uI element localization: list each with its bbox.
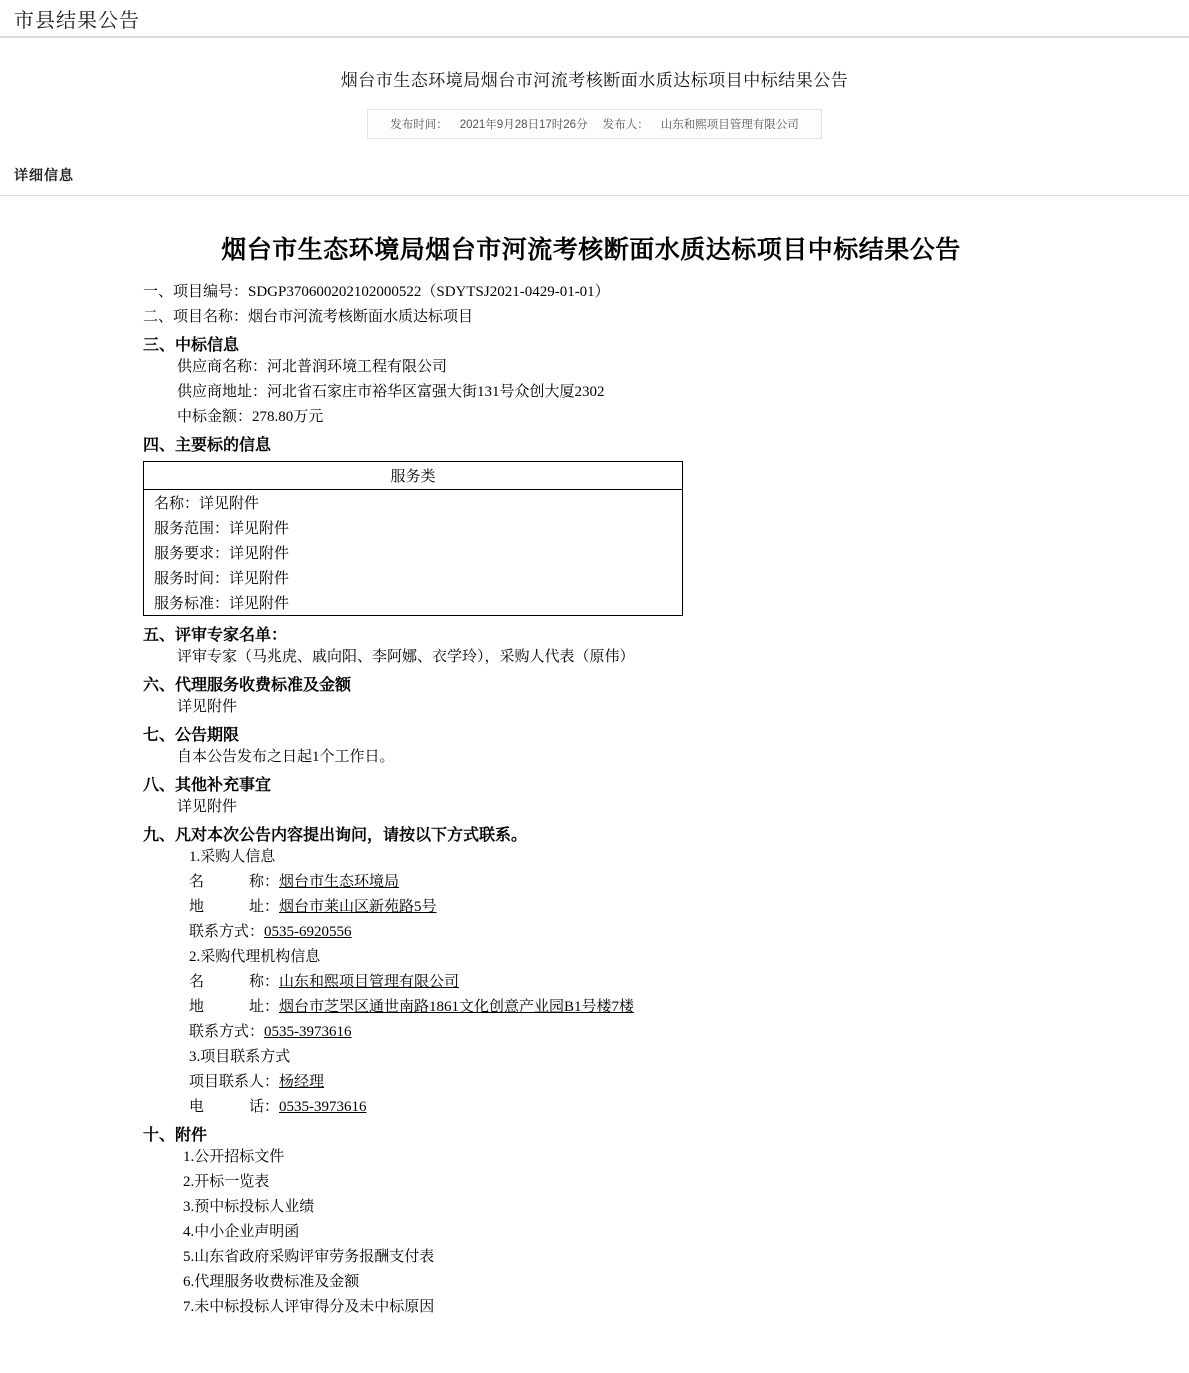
- other-body: 详见附件: [177, 799, 238, 815]
- publish-time-value: 2021年9月28日17时26分: [459, 119, 588, 131]
- section-project-number: 一、项目编号：SDGP370600202102000522（SDYTSJ2021-0429-01-01）: [143, 284, 610, 300]
- topbar: [0, 0, 1189, 38]
- project-contact-tel-value: 0535-3973616: [279, 1099, 367, 1115]
- supplier-address: 供应商地址：河北省石家庄市裕华区富强大街131号众创大厦2302: [177, 384, 605, 400]
- section-bid-info-head: 三、中标信息: [143, 337, 240, 354]
- list-item[interactable]: 5.山东省政府采购评审劳务报酬支付表: [183, 1249, 435, 1265]
- page-title: 烟台市生态环境局烟台市河流考核断面水质达标项目中标结果公告: [221, 236, 961, 264]
- purchaser-address-value: 烟台市莱山区新苑路5号: [279, 899, 437, 915]
- table-row: [144, 565, 683, 590]
- detail-info-label: 详细信息: [14, 167, 74, 183]
- section-subject-info-head: 四、主要标的信息: [143, 437, 272, 454]
- table-row: [144, 540, 683, 565]
- purchaser-tel-label: 联系方式：: [189, 924, 265, 940]
- agency-tel-label: 联系方式：: [189, 1024, 265, 1040]
- purchaser-info-head: 1.采购人信息: [189, 849, 276, 865]
- agency-address-value: 烟台市芝罘区通世南路1861文化创意产业园B1号楼7楼: [279, 999, 635, 1015]
- table-row: [144, 590, 683, 616]
- list-item[interactable]: 4.中小企业声明函: [183, 1224, 300, 1240]
- table-header-row: [144, 462, 683, 490]
- section-contact-head: 九、凡对本次公告内容提出询问，请按以下方式联系。: [143, 827, 528, 844]
- section-agency-fee-head: 六、代理服务收费标准及金额: [143, 677, 352, 694]
- notice-period-body: 自本公告发布之日起1个工作日。: [177, 749, 395, 765]
- table-cell: 服务标准：详见附件: [144, 590, 683, 616]
- detail-info-tab[interactable]: [0, 161, 1189, 196]
- document-header: [0, 38, 1189, 139]
- document-body: [0, 196, 1189, 1350]
- list-item[interactable]: 6.代理服务收费标准及金额: [183, 1274, 360, 1290]
- section-attachments-head: 十、附件: [143, 1127, 208, 1144]
- agency-name-value: 山东和熙项目管理有限公司: [279, 974, 460, 990]
- section-experts-head: 五、评审专家名单：: [143, 627, 288, 644]
- list-item[interactable]: 1.公开招标文件: [183, 1149, 285, 1165]
- publish-meta: [367, 109, 822, 139]
- agency-fee-body: 详见附件: [177, 699, 238, 715]
- agency-name-label: 名 称：: [189, 974, 280, 990]
- table-cell: 服务时间：详见附件: [144, 565, 683, 590]
- experts-body: 评审专家（马兆虎、戚向阳、李阿娜、衣学玲），采购人代表（原伟）: [177, 649, 635, 665]
- attachment-list: [143, 1145, 1039, 1320]
- bid-amount: 中标金额：278.80万元: [177, 409, 324, 425]
- header-title: 烟台市生态环境局烟台市河流考核断面水质达标项目中标结果公告: [340, 71, 849, 90]
- purchaser-name-label: 名 称：: [189, 874, 280, 890]
- publish-time-label: 发布时间：: [390, 119, 448, 131]
- supplier-name: 供应商名称：河北普润环境工程有限公司: [177, 359, 448, 375]
- list-item[interactable]: 7.未中标投标人评审得分及未中标原因: [183, 1299, 435, 1315]
- table-cell: 服务要求：详见附件: [144, 540, 683, 565]
- publisher-label: 发布人：: [602, 119, 649, 131]
- table-row: [144, 490, 683, 516]
- project-contact-tel-row: [143, 1095, 1039, 1120]
- agency-tel-value: 0535-3973616: [264, 1024, 352, 1040]
- purchaser-address-row: [143, 895, 1039, 920]
- table-cell: 名称：详见附件: [144, 490, 683, 516]
- section-project-name: 二、项目名称：烟台市河流考核断面水质达标项目: [143, 309, 474, 325]
- agency-address-label: 地 址：: [189, 999, 280, 1015]
- table-header-cell: 服务类: [144, 462, 683, 490]
- agency-tel-row: [143, 1020, 1039, 1045]
- section-notice-period-head: 七、公告期限: [143, 727, 240, 744]
- purchaser-tel-row: [143, 920, 1039, 945]
- subject-table: [143, 461, 683, 616]
- project-contact-tel-label: 电 话：: [189, 1099, 280, 1115]
- agency-info-head: 2.采购代理机构信息: [189, 949, 321, 965]
- project-contact-head: 3.项目联系方式: [189, 1049, 291, 1065]
- publisher-value: 山东和熙项目管理有限公司: [660, 119, 799, 131]
- project-contact-person-label: 项目联系人：: [189, 1074, 280, 1090]
- purchaser-name-value: 烟台市生态环境局: [279, 874, 400, 890]
- subject-table-wrap: [143, 461, 1039, 616]
- project-contact-person-value: 杨经理: [279, 1074, 325, 1090]
- agency-name-row: [143, 970, 1039, 995]
- project-contact-person-row: [143, 1070, 1039, 1095]
- table-cell: 服务范围：详见附件: [144, 515, 683, 540]
- list-item[interactable]: 2.开标一览表: [183, 1174, 270, 1190]
- purchaser-name-row: [143, 870, 1039, 895]
- purchaser-tel-value: 0535-6920556: [264, 924, 352, 940]
- list-item[interactable]: 3.预中标投标人业绩: [183, 1199, 315, 1215]
- agency-address-row: [143, 995, 1039, 1020]
- topbar-title: 市县结果公告: [14, 9, 140, 32]
- section-other-head: 八、其他补充事宜: [143, 777, 272, 794]
- purchaser-address-label: 地 址：: [189, 899, 280, 915]
- table-row: [144, 515, 683, 540]
